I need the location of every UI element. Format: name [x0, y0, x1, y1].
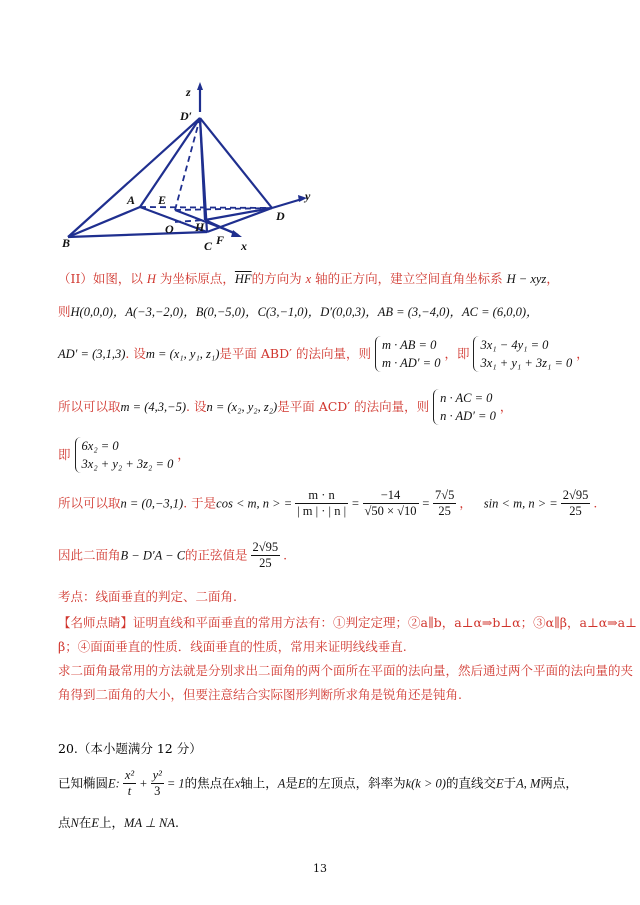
edge-C-D [207, 208, 272, 232]
label-F: F [216, 233, 225, 247]
n-equations: 6x₂ = 0 3x₂ + y₂ + 3z₂ = 0 [75, 437, 174, 473]
m-system: m · AB = 0 m · AD′ = 0 [375, 336, 441, 372]
problem-header: 20.（本小题满分 12 分） [58, 741, 202, 756]
m-equations: 3x₁ − 4y₁ = 0 3x₁ + y₁ + 3z₁ = 0 [473, 336, 572, 372]
label-x: x [241, 239, 247, 253]
sin-fraction: $\frac{2√95}{25}$ [562, 488, 589, 518]
solution-line-cos: 所以可以取n = (0,−3,1). 于是cos < m, n > = $\frac{m \cdot n}{| m | \cdot | n |}$ = $\frac{-14}{√50 \times √10}$ = $\frac{7√5}{25}$ ， sin < m, n > = $\frac{2√95}{25}$ . [58, 488, 598, 518]
answer-fraction: $\frac{2√95}{25}$ [252, 540, 279, 570]
label-E: E [158, 193, 167, 207]
n-system: n · AC = 0 n · AD′ = 0 [433, 389, 496, 425]
solution-answer: 因此二面角B − D′A − C的正弦值是 $\frac{2√95}{25}$ . [58, 540, 288, 570]
label-B: B [62, 236, 71, 250]
tip-line-2: β；④面面垂直的性质．线面垂直的性质，常用来证明线线垂直. [58, 639, 407, 654]
label-H: H [195, 220, 205, 234]
tip-tag: 【名师点睛】 [58, 615, 134, 630]
tip-line-3: 求二面角最常用的方法就是分别求出二面角的两个面所在平面的法向量，然后通过两个平面的法向量的夹 [58, 663, 634, 678]
page-number: 13 [313, 862, 327, 875]
edge-B-A [68, 207, 140, 237]
tip-line-1: 【名师点睛】证明直线和平面垂直的常用方法有：①判定定理；②a∥b，a⊥α⇒b⊥α；③α∥β，a⊥α⇒a⊥ [58, 615, 637, 630]
ellipse-x-term: $\frac{\text{x²}}{t}$ [124, 768, 135, 798]
label-y: y [305, 189, 311, 203]
edge-B-C [68, 232, 207, 237]
dash-E-Dp [175, 118, 200, 210]
tip-line-4: 角得到二面角的大小，但要注意结合实际图形判断所求角是锐角还是钝角. [58, 687, 462, 702]
x-arrow [231, 230, 242, 237]
label-O: O [165, 222, 174, 236]
solution-line-n-eq: 即 6x₂ = 0 3x₂ + y₂ + 3z₂ = 0 ， [58, 439, 190, 471]
kaodian: 考点：线面垂直的判定、二面角. [58, 589, 237, 604]
cos-fraction-1: $\frac{m \cdot n}{| m | \cdot | n |}$ [297, 488, 347, 518]
problem-line-1: 已知椭圆E: $\frac{\text{x²}}{t}$ + $\frac{\text{y²}}{3}$ = 1的焦点在x轴上，A是E的左顶点，斜率为k(k > 0)的直线交E于A, M两点， [58, 768, 578, 798]
edge-B-Dp [68, 118, 200, 237]
solution-line-1: （II）如图，以 H 为坐标原点，$\overline{HF}$的方向为 x 轴的正方向，建立空间直角坐标系 H − xyz， [58, 271, 559, 286]
z-arrow [197, 82, 203, 90]
label-C: C [204, 239, 213, 253]
edge-Dp-H [200, 118, 205, 220]
label-A: A [127, 193, 136, 207]
ellipse-y-term: $\frac{\text{y²}}{3}$ [152, 768, 162, 798]
solution-line-m: AD′ = (3,1,3). 设m = (x₁, y₁, z₁)是平面 ABD′ 的法向量，则 m · AB = 0 m · AD′ = 0 ，即 3x₁ − 4y₁ = 0 3x₁ + y₁ + 3z₁ = 0 ， [58, 338, 589, 370]
label-z: z [186, 85, 191, 99]
cos-fraction-2: $\frac{-14}{√50 \times √10}$ [364, 488, 417, 518]
problem-line-2: 点N在E上，MA ⊥ NA. [58, 815, 179, 830]
edge-D-Dp [200, 118, 272, 208]
label-D: D [276, 209, 285, 223]
solution-line-coords: 则H(0,0,0)，A(−3,−2,0)，B(0,−5,0)，C(3,−1,0)，D′(0,0,3)，AB = (3,−4,0)，AC = (6,0,0)， [58, 304, 539, 319]
cos-fraction-3: $\frac{7√5}{25}$ [434, 488, 455, 518]
solution-line-n: 所以可以取m = (4,3,−5). 设n = (x₂, y₂, z₂)是平面 ACD′ 的法向量，则 n · AC = 0 n · AD′ = 0 ， [58, 391, 513, 423]
geometry-figure [0, 0, 640, 260]
label-D-prime: D′ [180, 109, 193, 123]
y-axis [272, 199, 302, 208]
